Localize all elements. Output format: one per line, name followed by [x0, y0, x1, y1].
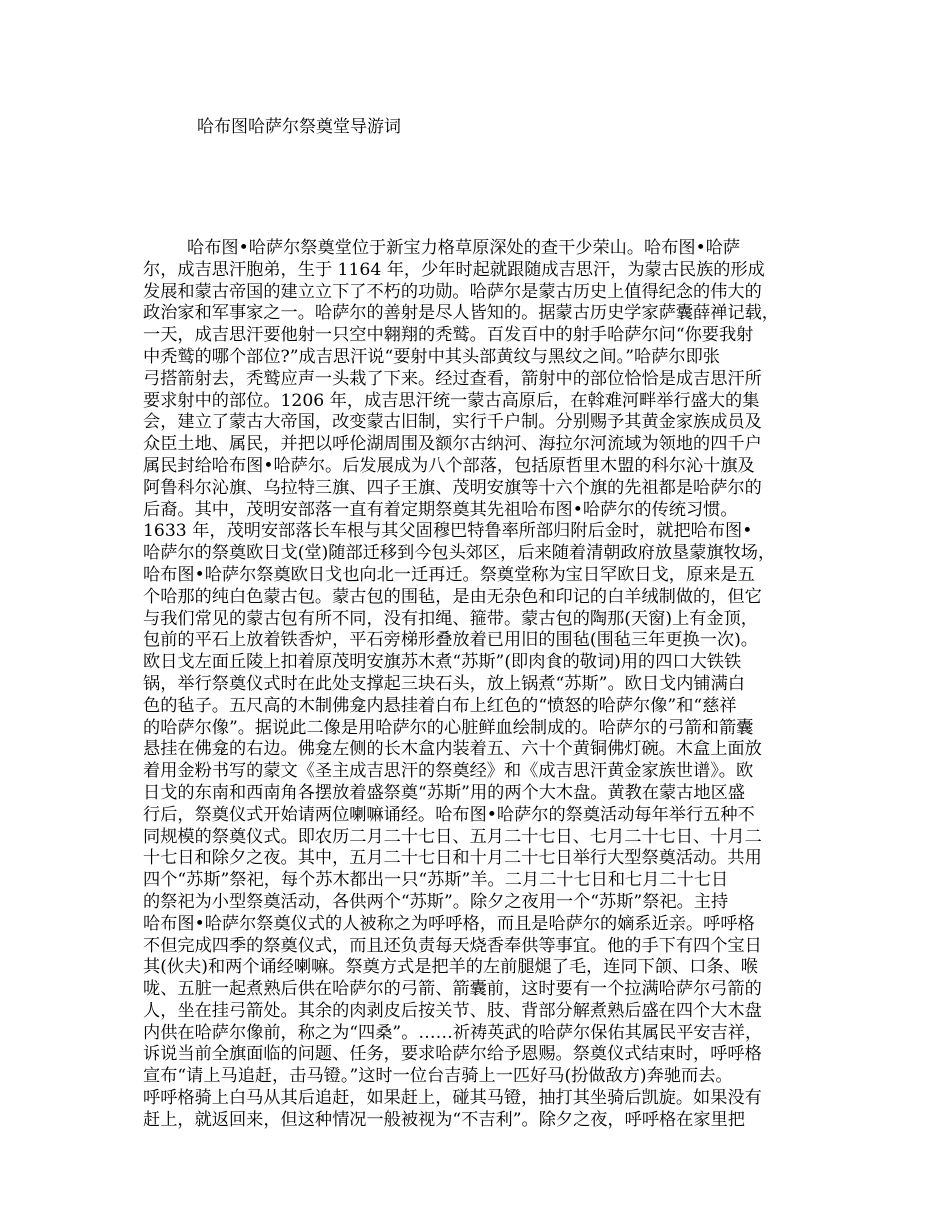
- body-text-line: 呼呼格骑上白马从其后追赶，如果赶上，碰其马镫，抽打其坐骑后凯旋。如果没有: [143, 1088, 762, 1109]
- body-text-line: 四个“苏斯”祭祀，每个苏木都出一只“苏斯”羊。二月二十七日和七月二十七日: [143, 870, 729, 891]
- body-text-line: 欧日戈左面丘陵上扣着原茂明安旗苏木煮“苏斯”(即肉食的敬词)用的四口大铁铁: [143, 652, 742, 673]
- body-text-line: 会，建立了蒙古大帝国，改变蒙古旧制，实行千户制。分别赐予其黄金家族成员及: [143, 412, 762, 433]
- body-text-line: 十七日和除夕之夜。其中，五月二十七日和十月二十七日举行大型祭奠活动。共用: [143, 848, 762, 869]
- body-text-line: 行后，祭奠仪式开始请两位喇嘛诵经。哈布图•哈萨尔的祭奠活动每年举行五种不: [143, 804, 755, 825]
- body-text-line: 阿鲁科尔沁旗、乌拉特三旗、四子王旗、茂明安旗等十六个旗的先祖都是哈萨尔的: [143, 477, 762, 498]
- body-text-line: 诉说当前全旗面临的问题、任务，要求哈萨尔给予恩赐。祭奠仪式结束时，呼呼格: [143, 1044, 762, 1065]
- body-text-line: 宣布“请上马追赶，击马镫。”这时一位台吉骑上一匹好马(扮做敌方)奔驰而去。: [143, 1066, 733, 1087]
- body-text-line: 发展和蒙古帝国的建立立下了不朽的功勋。哈萨尔是蒙古历史上值得纪念的伟大的: [143, 281, 762, 302]
- body-text-line: 其(伙夫)和两个诵经喇嘛。祭奠方式是把羊的左前腿煺了毛，连同下颌、口条、喉: [143, 957, 758, 978]
- body-text-line: 尔，成吉思汗胞弟，生于 1164 年，少年时起就跟随成吉思汗，为蒙古民族的形成: [143, 259, 765, 280]
- body-text-line: 中秃鹫的哪个部位?”成吉思汗说“要射中其头部黄纹与黑纹之间。”哈萨尔即张: [143, 346, 720, 367]
- body-text-line: 哈布图•哈萨尔祭奠堂位于新宝力格草原深处的查干少荣山。哈布图•哈萨: [187, 238, 741, 258]
- body-text-line: 着用金粉书写的蒙文《圣主成吉思汗的祭奠经》和《成吉思汗黄金家族世谱》。欧: [143, 761, 754, 782]
- body-text-line: 政治家和军事家之一。哈萨尔的善射是尽人皆知的。据蒙古历史学家萨囊薛禅记载，: [143, 303, 779, 324]
- body-text-line: 同规模的祭奠仪式。即农历二月二十七日、五月二十七日、七月二十七日、十月二: [143, 826, 762, 847]
- body-text-line: 人，坐在挂弓箭处。其余的肉剥皮后按关节、肢、背部分解煮熟后盛在四个大木盘: [143, 1000, 762, 1021]
- document-title: 哈布图哈萨尔祭奠堂导游词: [197, 117, 401, 137]
- body-text-line: 的祭祀为小型祭奠活动，各供两个“苏斯”。除夕之夜用一个“苏斯”祭祀。主持: [143, 891, 729, 912]
- body-text-line: 的哈萨尔像”。据说此二像是用哈萨尔的心脏鲜血绘制成的。哈萨尔的弓箭和箭囊: [143, 717, 754, 738]
- body-text-line: 不但完成四季的祭奠仪式，而且还负责每天烧香奉供等事宜。他的手下有四个宝日: [143, 935, 762, 956]
- body-text-line: 包前的平石上放着铁香炉，平石旁梯形叠放着已用旧的围毡(围毡三年更换一次)。: [143, 630, 758, 651]
- body-text-line: 个哈那的纯白色蒙古包。蒙古包的围毡，是由无杂色和印记的白羊绒制做的，但它: [143, 586, 762, 607]
- body-text-line: 内供在哈萨尔像前，称之为“四桑”。……祈祷英武的哈萨尔保佑其属民平安吉祥，: [143, 1022, 763, 1043]
- body-text-line: 咙、五脏一起煮熟后供在哈萨尔的弓箭、箭囊前，这时要有一个拉满哈萨尔弓箭的: [143, 979, 762, 1000]
- body-text-line: 哈布图•哈萨尔祭奠仪式的人被称之为呼呼格，而且是哈萨尔的嫡系近亲。呼呼格: [143, 913, 755, 934]
- body-text-line: 色的毡子。五尺高的木制佛龛内悬挂着白布上红色的“愤怒的哈萨尔像”和“慈祥: [143, 695, 737, 716]
- body-text-line: 后裔。其中，茂明安部落一直有着定期祭奠其先祖哈布图•哈萨尔的传统习惯。: [143, 499, 738, 520]
- body-text-line: 哈萨尔的祭奠欧日戈(堂)随部迁移到今包头郊区，后来随着清朝政府放垦蒙旗牧场，: [143, 543, 776, 564]
- body-text-line: 一天，成吉思汗要他射一只空中翱翔的秃鹫。百发百中的射手哈萨尔问“你要我射: [143, 325, 754, 346]
- body-text-line: 弓搭箭射去，秃鹫应声一头栽了下来。经过查看，箭射中的部位恰恰是成吉思汗所: [143, 368, 762, 389]
- body-text-line: 1633 年，茂明安部落长车根与其父固穆巴特鲁率所部归附后金时，就把哈布图•: [143, 521, 753, 542]
- document-body: [143, 238, 823, 1132]
- body-text-line: 日戈的东南和西南角各摆放着盛祭奠“苏斯”用的两个大木盘。黄教在蒙古地区盛: [143, 782, 745, 803]
- body-text-line: 要求射中的部位。1206 年，成吉思汗统一蒙古高原后，在斡难河畔举行盛大的集: [143, 390, 760, 411]
- body-text-line: 众臣土地、属民，并把以呼伦湖周围及额尔古纳河、海拉尔河流域为领地的四千户: [143, 434, 762, 455]
- body-text-line: 赶上，就返回来，但这种情况一般被视为“不吉利”。除夕之夜，呼呼格在家里把: [143, 1109, 745, 1130]
- body-text-line: 与我们常见的蒙古包有所不同，没有扣绳、箍带。蒙古包的陶那(天窗)上有金顶，: [143, 608, 758, 629]
- body-text-line: 锅，举行祭奠仪式时在此处支撑起三块石头，放上锅煮“苏斯”。欧日戈内铺满白: [143, 673, 745, 694]
- body-text-line: 属民封给哈布图•哈萨尔。后发展成为八个部落，包括原哲里木盟的科尔沁十旗及: [143, 455, 755, 476]
- body-text-line: 悬挂在佛龛的右边。佛龛左侧的长木盒内装着五、六十个黄铜佛灯碗。木盒上面放: [143, 739, 762, 760]
- body-text-line: 哈布图•哈萨尔祭奠欧日戈也向北一迁再迁。祭奠堂称为宝日罕欧日戈，原来是五: [143, 564, 755, 585]
